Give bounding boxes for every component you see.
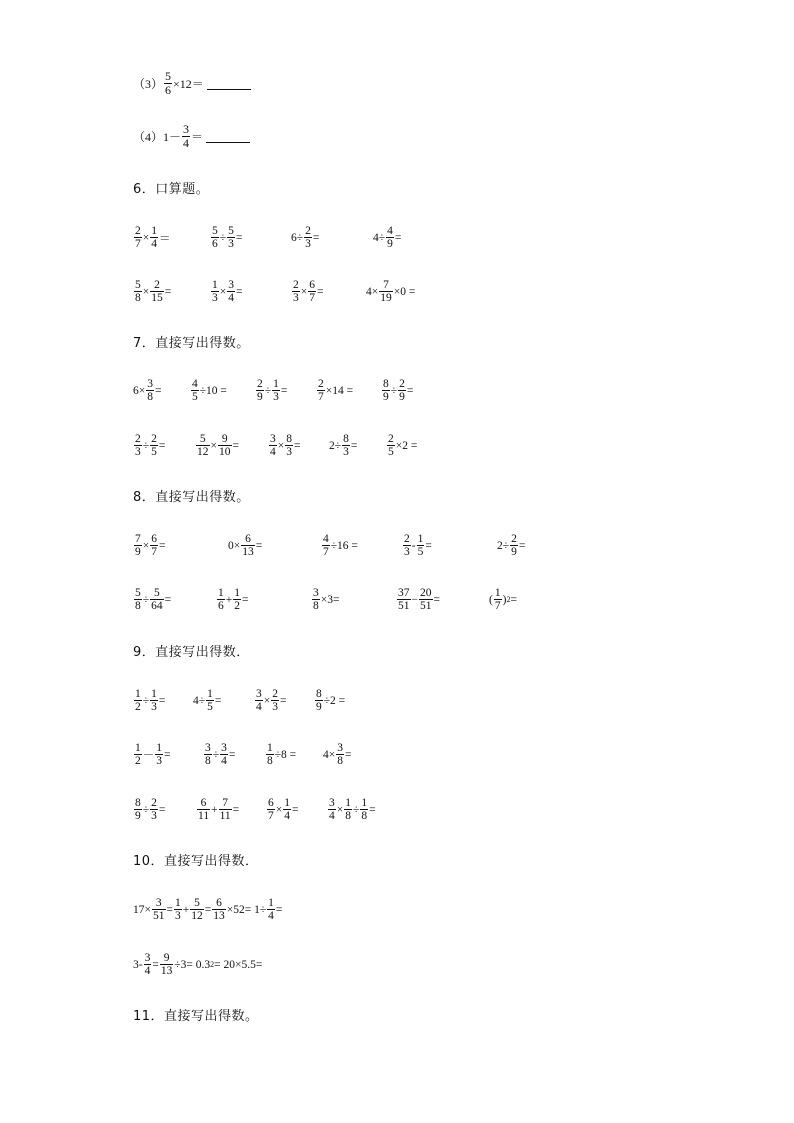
operator-text: =	[433, 593, 440, 606]
fraction: $\frac{9}{13}$	[160, 952, 173, 978]
operator-text: =	[236, 285, 243, 298]
fraction: $\frac{1}{5}$	[417, 533, 424, 559]
fraction: $\frac{5}{3}$	[228, 225, 234, 251]
arithmetic-expression	[489, 587, 517, 612]
operator-text: =	[158, 439, 166, 452]
arithmetic-expression	[329, 433, 357, 458]
fraction: $\frac{1}{3}$	[151, 688, 157, 714]
fraction: $\frac{2}{15}$	[151, 279, 163, 305]
operator-text: +	[182, 903, 190, 916]
arithmetic-expression	[255, 378, 287, 403]
q8-heading: 8．直接写出得数。	[133, 490, 250, 505]
fraction: $\frac{3}{8}$	[337, 742, 343, 768]
operator-text: =	[292, 803, 299, 816]
operator-text: −	[411, 593, 418, 606]
fraction: $\frac{2}{3}$	[404, 533, 410, 559]
operator-text: ×	[219, 285, 227, 298]
fraction: $\frac{2}{9}$	[257, 378, 263, 404]
fraction: $\frac{2}{7}$	[135, 225, 141, 251]
operator-text: =	[406, 384, 414, 397]
operator-text: -	[411, 539, 416, 552]
operator-text: +	[211, 803, 218, 816]
fraction: $\frac{3}{4}$	[270, 433, 276, 459]
arithmetic-expression	[311, 587, 339, 612]
fraction: $\frac{1}{3}$	[212, 279, 218, 305]
operator-text: 6÷	[291, 231, 304, 244]
operator-text: ÷16 =	[330, 539, 358, 552]
fraction: $\frac{7}{11}$	[219, 797, 231, 823]
arithmetic-expression	[193, 688, 221, 713]
fraction: $\frac{5}{6}$	[212, 225, 218, 251]
operator-text: =	[394, 231, 402, 244]
q5-part3: （3） $\frac{5}{6}$ ×12＝	[133, 70, 251, 96]
fraction: $\frac{6}{7}$	[151, 533, 157, 559]
arithmetic-expression	[190, 378, 227, 403]
operator-text: =	[155, 384, 162, 397]
fraction: $\frac{5}{12}$	[197, 433, 209, 459]
operator-text: 4÷	[373, 231, 386, 244]
operator-text: =	[345, 748, 352, 761]
operator-text: ×	[142, 231, 150, 244]
fraction: $\frac{20}{51}$	[420, 587, 432, 613]
operator-text: =	[369, 803, 376, 816]
operator-text: =	[275, 903, 283, 916]
fraction: $\frac{1}{2}$	[135, 688, 141, 714]
fraction: $\frac{7}{9}$	[135, 533, 141, 559]
arithmetic-expression	[402, 533, 432, 558]
fraction: $\frac{5}{12}$	[191, 897, 203, 923]
arithmetic-expression	[497, 533, 525, 558]
operator-text: =	[317, 285, 324, 298]
operator-text: = 20×5.5=	[214, 958, 263, 971]
operator-text: 4÷	[193, 694, 206, 707]
fraction: $\frac{1}{8}$	[345, 797, 351, 823]
operator-text: )	[502, 593, 507, 606]
operator-text: =	[235, 231, 243, 244]
arithmetic-expression	[133, 897, 282, 922]
fraction: $\frac{8}{9}$	[383, 378, 389, 404]
fraction: $\frac{1}{3}$	[273, 378, 279, 404]
exponent: 2	[210, 960, 215, 970]
operator-text: =	[166, 903, 173, 916]
operator-text: ×	[300, 285, 308, 298]
fraction: $\frac{1}{3}$	[156, 742, 162, 768]
operator-text: ＝	[159, 232, 171, 245]
fraction: $\frac{2}{5}$	[151, 433, 157, 459]
operator-text: ×2 =	[395, 439, 418, 452]
fraction: $\frac{1}{6}$	[218, 587, 224, 613]
operator-text: ×	[142, 539, 150, 552]
fraction: $\frac{2}{3}$	[135, 433, 141, 459]
arithmetic-expression	[314, 688, 345, 713]
q7-heading: 7．直接写出得数。	[133, 336, 250, 351]
operator-text: (	[489, 593, 493, 606]
operator-text: ×	[277, 439, 285, 452]
fraction: $\frac{1}{4}$	[284, 797, 290, 823]
arithmetic-expression	[216, 587, 249, 612]
fraction: $\frac{9}{10}$	[219, 433, 231, 459]
operator-text: －	[142, 749, 155, 762]
fraction: $\frac{5}{6}$	[165, 69, 172, 97]
arithmetic-expression	[254, 688, 287, 713]
fraction: $\frac{1}{2}$	[135, 742, 141, 768]
q11-heading: 11．直接写出得数。	[133, 1009, 259, 1024]
fraction: $\frac{5}{8}$	[135, 587, 141, 613]
fraction: $\frac{6}{7}$	[268, 797, 274, 823]
fraction: $\frac{1}{8}$	[361, 797, 368, 823]
fraction: $\frac{3}{8}$	[313, 587, 319, 613]
operator-text: ×	[210, 439, 217, 452]
fraction: $\frac{1}{8}$	[267, 742, 273, 768]
operator-text: ÷	[142, 593, 150, 606]
operator-text: =	[159, 539, 166, 552]
fraction: $\frac{3}{4}$	[144, 952, 151, 978]
fraction: $\frac{6}{7}$	[309, 279, 315, 305]
fraction: $\frac{5}{8}$	[135, 279, 141, 305]
operator-text: =	[280, 694, 287, 707]
fraction: $\frac{2}{3}$	[151, 797, 157, 823]
fraction: $\frac{4}{7}$	[323, 533, 329, 559]
operator-text: ×0 =	[393, 285, 416, 298]
arithmetic-expression	[316, 378, 353, 403]
arithmetic-expression	[133, 378, 162, 403]
fraction: $\frac{4}{5}$	[192, 378, 198, 404]
operator-text: 3-	[133, 958, 143, 971]
operator-text: =	[232, 439, 239, 452]
operator-text: =	[214, 694, 222, 707]
fraction: $\frac{6}{11}$	[198, 797, 210, 823]
arithmetic-expression	[291, 225, 319, 250]
operator-text: =	[280, 384, 288, 397]
arithmetic-expression	[210, 279, 243, 304]
operator-text: =	[204, 903, 212, 916]
arithmetic-expression	[386, 433, 417, 458]
fraction: $\frac{1}{7}$	[494, 587, 501, 613]
arithmetic-expression	[133, 225, 171, 250]
fraction: $\frac{1}{4}$	[268, 897, 274, 923]
q6-heading: 6．口算题。	[133, 182, 210, 197]
exponent: 2	[506, 595, 511, 605]
operator-text: ÷2 =	[323, 694, 346, 707]
operator-text: 6×	[133, 384, 146, 397]
arithmetic-expression	[396, 587, 440, 612]
fraction: $\frac{1}{4}$	[151, 225, 157, 251]
arithmetic-expression	[321, 533, 358, 558]
fraction: $\frac{6}{13}$	[213, 897, 225, 923]
operator-text: =	[158, 803, 166, 816]
operator-text: ÷	[219, 231, 227, 244]
operator-text: ×	[336, 803, 344, 816]
fraction: $\frac{8}{9}$	[135, 797, 141, 823]
arithmetic-expression	[133, 433, 165, 458]
fraction: $\frac{7}{19}$	[380, 279, 392, 305]
operator-text: =	[152, 958, 159, 971]
operator-text: 2÷	[329, 439, 342, 452]
fraction: $\frac{2}{3}$	[305, 225, 311, 251]
operator-text: ÷	[142, 803, 150, 816]
operator-text: 4×	[323, 748, 336, 761]
fraction: $\frac{37}{51}$	[398, 587, 410, 613]
operator-text: =	[312, 231, 320, 244]
answer-blank[interactable]	[206, 130, 250, 143]
operator-text: =	[164, 593, 172, 606]
operator-text: 0×	[228, 539, 241, 552]
fraction: $\frac{2}{9}$	[399, 378, 405, 404]
fraction: $\frac{6}{13}$	[242, 533, 254, 559]
arithmetic-expression	[366, 279, 415, 304]
operator-text: 4×	[366, 285, 379, 298]
operator-text: =	[518, 539, 526, 552]
operator-text: =	[350, 439, 358, 452]
arithmetic-expression	[210, 225, 242, 250]
fraction: $\frac{3}{4}$	[221, 742, 227, 768]
operator-text: =	[164, 748, 171, 761]
operator-text: ÷	[142, 694, 150, 707]
arithmetic-expression	[373, 225, 401, 250]
fraction: $\frac{3}{4}$	[329, 797, 335, 823]
fraction: $\frac{2}{5}$	[388, 433, 394, 459]
fraction: $\frac{1}{5}$	[207, 688, 213, 714]
fraction: $\frac{3}{4}$	[183, 122, 190, 150]
fraction: $\frac{5}{64}$	[151, 587, 163, 613]
arithmetic-expression	[327, 797, 376, 822]
fraction: $\frac{3}{4}$	[256, 688, 262, 714]
arithmetic-expression	[133, 587, 171, 612]
arithmetic-expression	[133, 688, 165, 713]
arithmetic-expression	[323, 742, 352, 767]
answer-blank[interactable]	[207, 77, 251, 90]
operator-text: ×3=	[320, 593, 340, 606]
q5-part4: （4） 1－ $\frac{3}{4}$ ＝	[133, 123, 250, 149]
q10-heading: 10．直接写出得数．	[133, 854, 259, 869]
operator-text: ×	[142, 285, 150, 298]
operator-text: ÷8 =	[274, 748, 297, 761]
fraction: $\frac{3}{51}$	[153, 897, 165, 923]
arithmetic-expression	[133, 742, 171, 767]
fraction: $\frac{8}{9}$	[316, 688, 322, 714]
arithmetic-expression	[133, 533, 166, 558]
q9-heading: 9．直接写出得数．	[133, 645, 250, 660]
operator-text: ÷	[390, 384, 398, 397]
operator-text: =	[510, 593, 517, 606]
operator-text: =	[255, 539, 263, 552]
arithmetic-expression	[265, 742, 296, 767]
arithmetic-expression	[291, 279, 324, 304]
operator-text: ÷	[212, 748, 220, 761]
fraction: $\frac{3}{8}$	[147, 378, 153, 404]
fraction: $\frac{2}{3}$	[272, 688, 278, 714]
arithmetic-expression	[133, 279, 171, 304]
operator-text: =	[158, 694, 166, 707]
arithmetic-expression	[196, 797, 239, 822]
arithmetic-expression	[133, 797, 165, 822]
fraction: $\frac{3}{4}$	[228, 279, 234, 305]
fraction: $\frac{8}{3}$	[343, 433, 349, 459]
operator-text: ÷	[142, 439, 150, 452]
operator-text: =	[164, 285, 172, 298]
fraction: $\frac{3}{8}$	[205, 742, 211, 768]
operator-text: 17×	[133, 903, 151, 916]
operator-text: ×	[263, 694, 271, 707]
fraction: $\frac{1}{3}$	[175, 897, 181, 923]
operator-text: ×	[275, 803, 283, 816]
operator-text: +	[225, 593, 233, 606]
operator-text: ×52= 1÷	[226, 903, 267, 916]
fraction: $\frac{2}{9}$	[511, 533, 517, 559]
operator-text: ×14 =	[325, 384, 354, 397]
arithmetic-expression	[266, 797, 299, 822]
fraction: $\frac{1}{2}$	[234, 587, 240, 613]
operator-text: =	[242, 593, 249, 606]
operator-text: =	[294, 439, 301, 452]
fraction: $\frac{2}{3}$	[293, 279, 299, 305]
operator-text: ÷10 =	[199, 384, 227, 397]
operator-text: =	[425, 539, 432, 552]
fraction: $\frac{4}{9}$	[387, 225, 393, 251]
arithmetic-expression	[203, 742, 235, 767]
operator-text: ÷	[353, 803, 360, 816]
arithmetic-expression	[268, 433, 301, 458]
operator-text: 2÷	[497, 539, 510, 552]
arithmetic-expression	[195, 433, 239, 458]
operator-text: =	[232, 803, 240, 816]
arithmetic-expression	[133, 952, 262, 977]
operator-text: ÷	[264, 384, 272, 397]
operator-text: =	[228, 748, 236, 761]
fraction: $\frac{8}{3}$	[286, 433, 292, 459]
fraction: $\frac{2}{7}$	[318, 378, 324, 404]
arithmetic-expression	[228, 533, 262, 558]
operator-text: ÷3= 0.3	[174, 958, 211, 971]
arithmetic-expression	[381, 378, 413, 403]
